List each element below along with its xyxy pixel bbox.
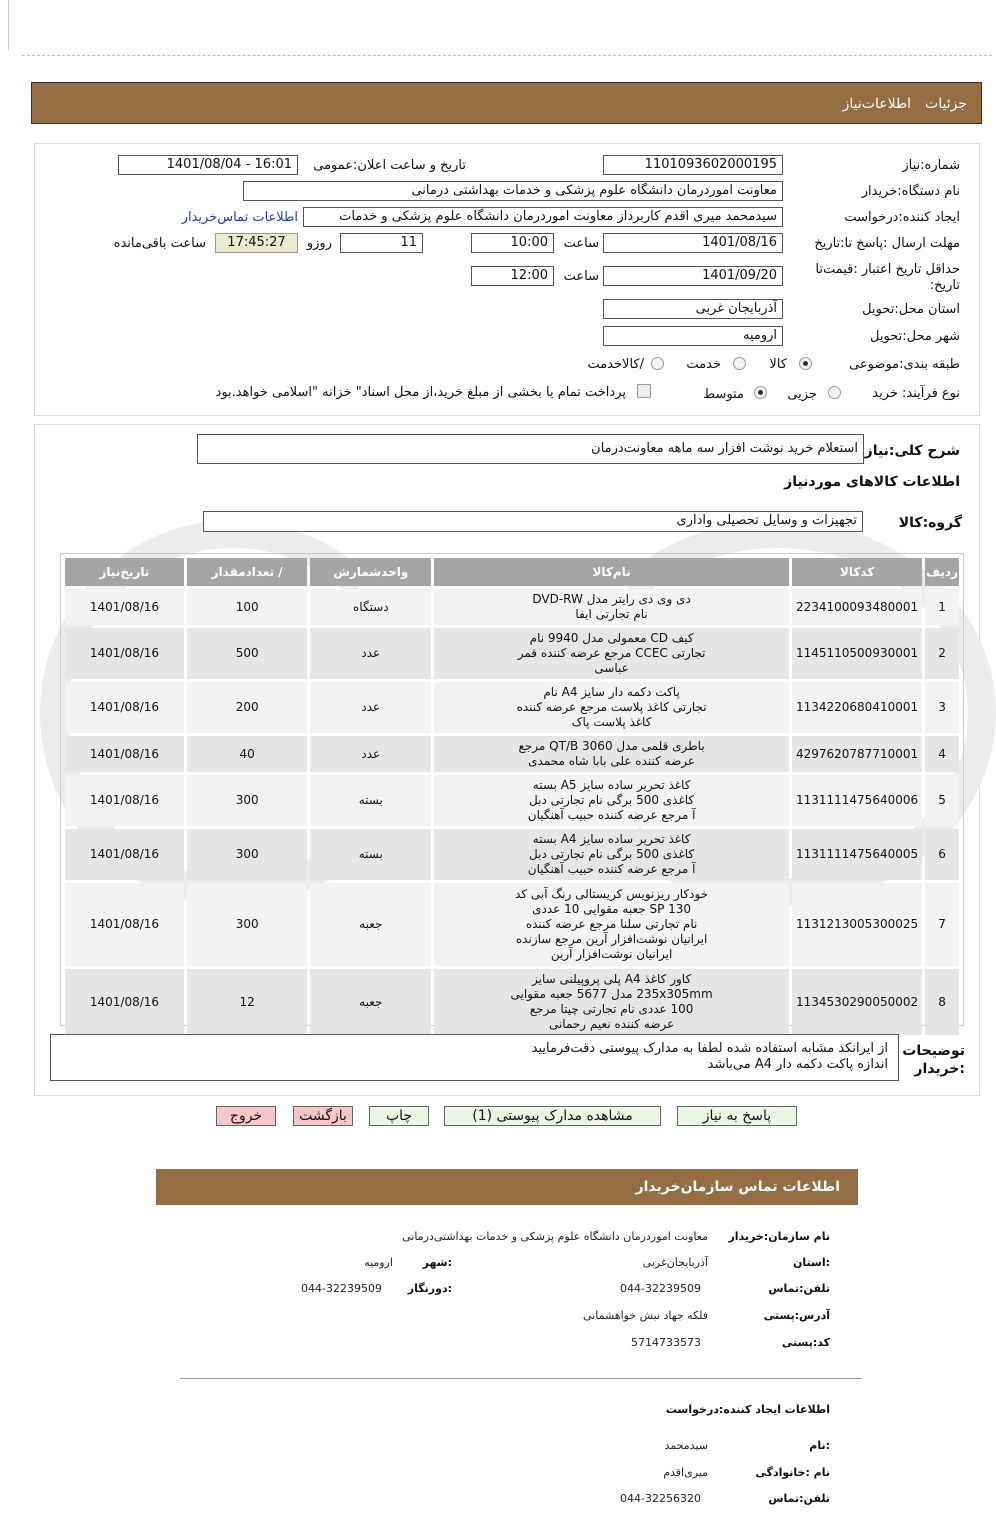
item-name: خودکار ریزنویس کریستالی رنگ آبی کد SP 130 جعبه مقوایی 10 عددی نام تجارتی سلنا مرجع عرضه کننده ایرانیان نوشت‌افزار آرین مرجع سازنده ایرانیان نوشت‌افزار آرین [434,883,789,966]
radio-medium[interactable] [754,386,767,399]
contact-title: اطلاعات تماس سازمان‌خریدار [635,1179,840,1195]
item-date: 1401/08/16 [65,969,184,1035]
category-label: طبقه بندی:موضوعی [849,357,960,372]
radio-goods-label: کالا [769,357,787,372]
contact-phone-value: 044-32239509 [620,1282,701,1295]
address-value: فلکه جهاد نبش خواهشمانی [583,1309,708,1322]
row-number: 8 [925,969,959,1035]
table-row [65,883,959,966]
item-code: 1131213005300025 [792,883,922,966]
province-label: استان محل:تحویل [862,302,960,317]
item-code: 1134530290050002 [792,969,922,1035]
table-row [65,628,959,679]
item-quantity: 12 [187,969,308,1035]
item-unit: عدد [310,628,431,679]
summary-field[interactable]: استعلام خرید نوشت افزار سه ماهه معاونت‌درمان [197,434,864,464]
item-code: 1131111475640005 [792,829,922,880]
creator-family-label: نام :خانوادگی [755,1466,830,1479]
col-row: ردیف [925,558,959,586]
tab-details[interactable]: جزئیات [925,96,967,112]
summary-label: شرح کلی:نیاز [864,443,960,459]
buyer-contact-link[interactable]: اطلاعات تماس‌خریدار [181,210,298,225]
item-code: 2234100093480001 [792,589,922,625]
notes-line-2: اندازه پاکت دکمه دار A4 می‌باشد [707,1057,888,1072]
table-row [65,969,959,1035]
table-row [65,736,959,772]
process-label: نوع فرآیند: خرید [872,386,960,401]
item-unit: بسته [310,829,431,880]
deadline-date-field[interactable]: 1401/08/16 [603,233,783,253]
item-name: کیف CD معمولی مدل 9940 نام تجارتی CCEC مرجع عرضه کننده قمر عباسی [434,628,789,679]
notes-line-1: از ایرانکد مشابه استفاده شده لطفا به مدارک پیوستی دقت‌فرمایید [531,1041,888,1056]
radio-small[interactable] [828,386,841,399]
item-quantity: 300 [187,775,308,826]
print-button[interactable]: چاپ [369,1106,429,1126]
contact-province-value: آذربایجان‌غربی [642,1256,708,1269]
item-name: پاکت دکمه دار سایز A4 نام تجارتی کاغذ پلاست مرجع عرضه کننده کاغذ پلاست پاک [434,682,789,733]
radio-service-label: خدمت [686,357,721,372]
row-number: 1 [925,589,959,625]
item-code: 1134220680410001 [792,682,922,733]
top-divider [22,55,992,56]
buyer-org-label: نام دستگاه:خریدار [861,184,960,199]
col-date: تاریخ‌نیاز [65,558,184,586]
days-label: روزو [306,236,332,251]
item-date: 1401/08/16 [65,829,184,880]
creator-phone-value: 044-32256320 [620,1492,701,1505]
validity-date-field[interactable]: 1401/09/20 [603,266,783,286]
city-field[interactable]: ارومیه [603,326,783,346]
row-number: 6 [925,829,959,880]
validity-label: حداقل تاریخ اعتبار :قیمت‌تا تاریخ: [815,262,960,293]
days-field[interactable]: 11 [340,233,423,253]
item-name: کاغذ تحریر ساده سایز A5 بسته کاغذی 500 برگی نام تجارتی دبل آ مرجع عرضه کننده حبیب آهنگیان [434,775,789,826]
col-unit: واحدشمارش [310,558,431,586]
col-quantity: / تعدادمقدار [187,558,308,586]
item-unit: دستگاه [310,589,431,625]
attachments-button[interactable]: مشاهده مدارک پیوستی (1) [444,1106,661,1126]
back-button[interactable]: بازگشت [293,1106,353,1126]
item-unit: جعبه [310,883,431,966]
radio-medium-label: متوسط [703,387,744,402]
remaining-timer: 17:45:27 [215,233,298,253]
table-row [65,829,959,880]
address-label: آدرس:پستی [763,1309,830,1322]
creator-name-value: سیدمحمد [664,1439,708,1452]
item-quantity: 300 [187,883,308,966]
contact-city-label: :شهر [422,1256,452,1269]
item-name: کاور کاغذ A4 پلی پروپیلنی سایز 235x305mm مدل 5677 جعبه مقوایی 100 عددی نام تجارتی چیتا مرجع عرضه کننده نعیم رحمانی [434,969,789,1035]
item-date: 1401/08/16 [65,589,184,625]
fax-value: 044-32239509 [301,1282,382,1295]
item-quantity: 300 [187,829,308,880]
deadline-time-field[interactable]: 10:00 [471,233,554,253]
radio-small-label: جزیی [787,387,817,402]
item-date: 1401/08/16 [65,883,184,966]
row-number: 7 [925,883,959,966]
item-name: دی وی دی رایتر مدل DVD-RW نام تجارتی ایفا [434,589,789,625]
announce-field[interactable]: 1401/08/04 - 16:01 [118,155,298,175]
contact-city-value: ارومیه [364,1256,393,1269]
announce-label: تاریخ و ساعت اعلان:عمومی [313,158,466,173]
creator-phone-label: تلفن:تماس [768,1492,830,1505]
item-date: 1401/08/16 [65,682,184,733]
item-quantity: 40 [187,736,308,772]
fax-label: :دورنگار [407,1282,452,1295]
group-label: گروه:کالا [898,515,962,531]
creator-info-title: اطلاعات ایجاد کننده:درخواست [665,1403,830,1416]
radio-goods-service-label: /کالاخدمت [587,357,644,372]
exit-button[interactable]: خروج [216,1106,276,1126]
treasury-checkbox[interactable] [637,384,651,398]
treasury-note: پرداخت تمام یا بخشی از مبلغ خرید،از محل اسناد" خزانه "اسلامی خواهد.بود [215,385,626,400]
postal-value: 5714733573 [631,1336,701,1349]
item-unit: جعبه [310,969,431,1035]
item-unit: بسته [310,775,431,826]
table-row [65,589,959,625]
item-date: 1401/08/16 [65,775,184,826]
table-header-row [65,558,959,586]
org-value: معاونت اموردرمان دانشگاه علوم پزشکی و خدمات بهداشتی‌درمانی [402,1230,708,1243]
notes-field[interactable] [50,1034,899,1081]
item-quantity: 500 [187,628,308,679]
creator-family-value: میری‌اقدم [663,1466,708,1479]
col-code: کدکالا [792,558,922,586]
postal-label: کد:پستی [781,1336,830,1349]
deadline-time-label: ساعت [563,236,599,251]
creator-name-label: :نام [809,1439,830,1452]
table-row [65,775,959,826]
row-number: 4 [925,736,959,772]
page-edge-line [8,0,9,50]
item-quantity: 200 [187,682,308,733]
radio-goods[interactable] [799,357,812,370]
tab-need-info[interactable]: اطلاعات‌نیاز [842,96,911,112]
validity-time-field[interactable]: 12:00 [471,266,554,286]
item-name: باطری قلمی مدل QT/B 3060 مرجع عرضه کننده علی بابا شاه محمدی [434,736,789,772]
item-code: 1131111475640006 [792,775,922,826]
notes-label: توضیحات :خریدار [902,1043,965,1077]
item-code: 4297620787710001 [792,736,922,772]
need-number-field[interactable]: 1101093602000195 [603,155,783,175]
col-name: نام‌کالا [434,558,789,586]
group-field[interactable]: تجهیزات و وسایل تحصیلی واداری [203,511,863,532]
buyer-org-field[interactable]: معاونت اموردرمان دانشگاه علوم پزشکی و خدمات بهداشتی درمانی [243,181,783,201]
items-table [62,555,962,1038]
need-number-label: شماره:نیاز [902,158,960,173]
deadline-label: مهلت ارسال :پاسخ تا:تاریخ [814,236,960,251]
item-quantity: 100 [187,589,308,625]
radio-service[interactable] [733,357,746,370]
reply-button[interactable]: پاسخ به نیاز [677,1106,797,1126]
row-number: 3 [925,682,959,733]
remaining-label: ساعت باقی‌مانده [113,236,206,251]
goods-info-title: اطلاعات کالاهای موردنیاز [784,474,960,490]
row-number: 5 [925,775,959,826]
row-number: 2 [925,628,959,679]
item-unit: عدد [310,682,431,733]
item-date: 1401/08/16 [65,628,184,679]
item-name: کاغذ تحریر ساده سایز A4 بسته کاغذی 500 برگی نام تجارتی دبل آ مرجع عرضه کننده حبیب آهنگیان [434,829,789,880]
item-unit: عدد [310,736,431,772]
item-code: 1145110500930001 [792,628,922,679]
validity-time-label: ساعت [563,269,599,284]
creator-label: ایجاد کننده:درخواست [844,210,960,225]
org-label: نام سازمان:خریدار [728,1230,830,1243]
radio-goods-service[interactable] [651,357,664,370]
contact-phone-label: تلفن:تماس [768,1282,830,1295]
creator-field[interactable]: سیدمحمد میری اقدم کاربرداز معاونت اموردرمان دانشگاه علوم پزشکی و خدمات [303,207,783,227]
contact-header [156,1169,858,1205]
city-label: شهر محل:تحویل [870,329,960,344]
page-header [31,82,982,124]
item-date: 1401/08/16 [65,736,184,772]
contact-divider [180,1378,862,1379]
contact-province-label: :استان [793,1256,830,1269]
table-row [65,682,959,733]
province-field[interactable]: آذربایجان غربی [603,299,783,319]
